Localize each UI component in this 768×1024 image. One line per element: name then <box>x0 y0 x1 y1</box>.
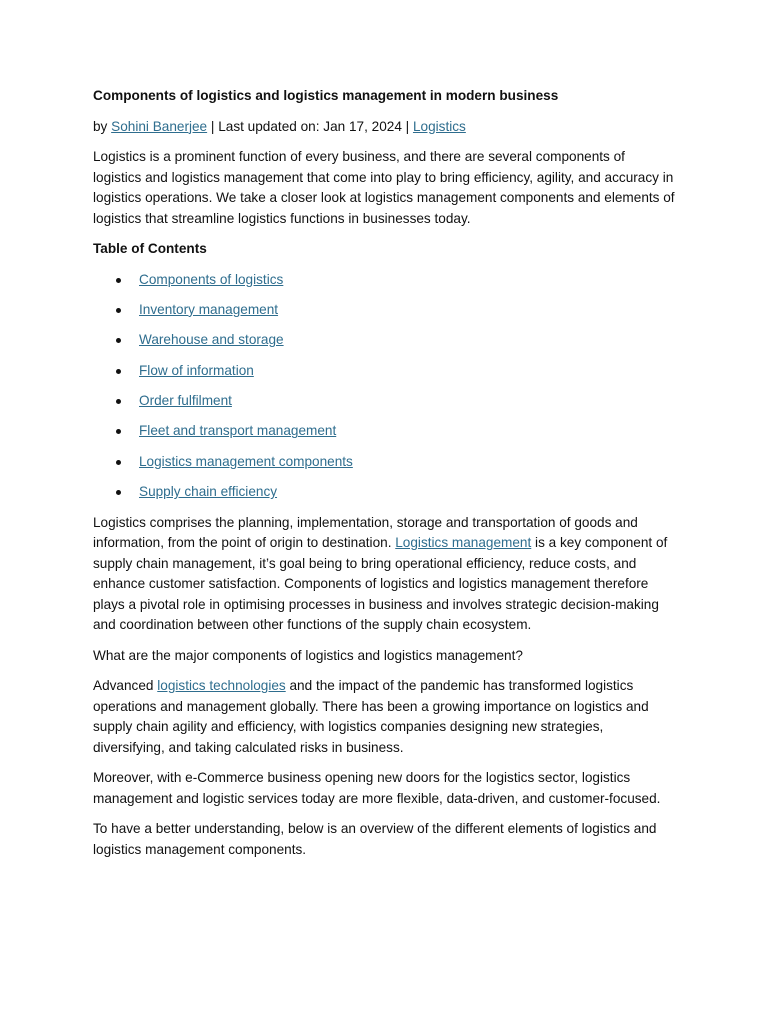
logistics-management-link[interactable]: Logistics management <box>395 535 532 551</box>
toc-item <box>93 421 675 442</box>
bullet-icon <box>116 399 121 404</box>
bullet-icon <box>116 490 121 495</box>
toc-link-fleet-and-transport[interactable]: Fleet and transport management <box>139 423 337 439</box>
bullet-icon <box>116 369 121 374</box>
toc-item <box>93 361 675 382</box>
definition-text-start: Logistics comprises the planning, implementation, storage and transportation of goods and information, from the point of origin to destination. <box>93 514 638 551</box>
toc-link-inventory-management[interactable]: Inventory management <box>139 301 279 317</box>
toc-heading: Table of Contents <box>93 241 207 256</box>
bullet-icon <box>116 429 121 434</box>
toc-link-logistics-management-components[interactable]: Logistics management components <box>139 453 353 469</box>
definition-text-end: is a key component of supply chain management, it’s goal being to bring operational efficiency, reduce costs, and enhance customer satisfaction. Components of logistics and logistics management therefore plays a pivotal role in optimising processes in business and involves strategic decision-making and coordination between other functions of the supply chain ecosystem. <box>93 535 668 633</box>
toc-link-supply-chain-efficiency[interactable]: Supply chain efficiency <box>139 484 278 500</box>
bullet-icon <box>116 338 121 343</box>
question-paragraph: What are the major components of logistics and logistics management? <box>93 647 523 663</box>
toc-link-components-of-logistics[interactable]: Components of logistics <box>139 271 284 287</box>
overview-paragraph: To have a better understanding, below is an overview of the different elements of logistics and logistics management components. <box>93 821 657 857</box>
bullet-icon <box>116 460 121 465</box>
table-of-contents <box>93 270 675 503</box>
toc-link-flow-of-information[interactable]: Flow of information <box>139 362 254 378</box>
technology-text-start: Advanced <box>93 678 158 694</box>
toc-item <box>93 482 675 503</box>
technology-text-end: and the impact of the pandemic has transformed logistics operations and management globally. There has been a growing importance on logistics and supply chain agility and efficiency, with logistics companies designing new strategies, diversifying, and taking calculated risks in business. <box>93 678 649 755</box>
toc-item <box>93 330 675 351</box>
toc-link-warehouse-and-storage[interactable]: Warehouse and storage <box>139 332 284 348</box>
toc-item <box>93 300 675 321</box>
toc-item <box>93 270 675 291</box>
toc-item <box>93 391 675 412</box>
byline <box>93 117 675 138</box>
technology-paragraph <box>93 676 675 758</box>
category-link[interactable]: Logistics <box>412 118 466 134</box>
byline-date: | Last updated on: Jan 17, 2024 | <box>207 118 413 134</box>
toc-item <box>93 452 675 473</box>
toc-link-order-fulfilment[interactable]: Order fulfilment <box>139 393 232 409</box>
article <box>93 86 675 870</box>
bullet-icon <box>116 308 121 313</box>
bullet-icon <box>116 278 121 283</box>
intro-paragraph: Logistics is a prominent function of every business, and there are several components of logistics and logistics management that come into play to bring efficiency, agility, and accuracy in logistics operations. We take a closer look at logistics management components and elements of logistics that streamline logistics functions in businesses today. <box>93 149 675 226</box>
byline-prefix: by <box>93 118 112 134</box>
article-title: Components of logistics and logistics management in modern business <box>93 88 559 103</box>
definition-paragraph <box>93 513 675 636</box>
ecommerce-paragraph: Moreover, with e-Commerce business opening new doors for the logistics sector, logistics management and logistic services today are more flexible, data-driven, and customer-focused. <box>93 770 661 806</box>
author-link[interactable]: Sohini Banerjee <box>111 118 208 134</box>
logistics-technologies-link[interactable]: logistics technologies <box>157 678 286 694</box>
